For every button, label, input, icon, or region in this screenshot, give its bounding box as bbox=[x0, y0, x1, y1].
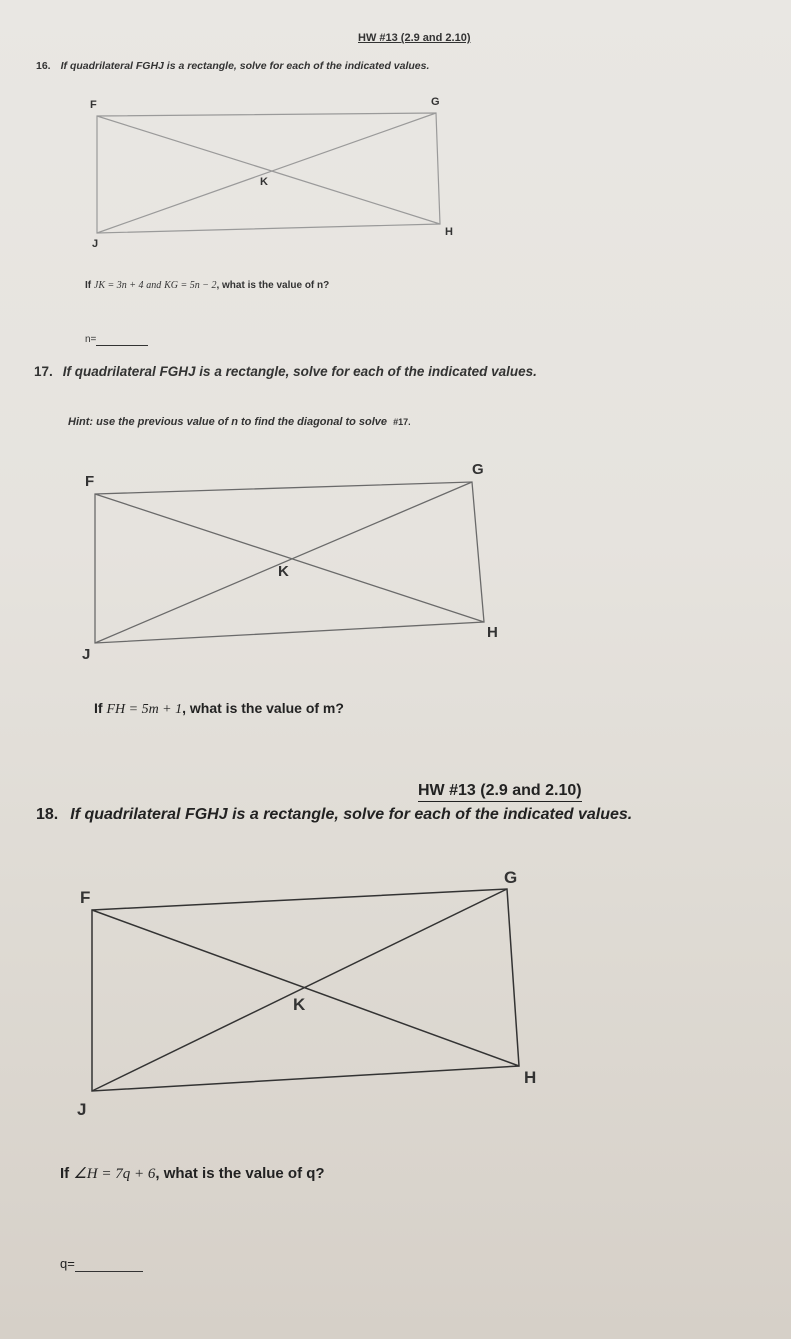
diagonal-16-FH bbox=[97, 116, 440, 224]
answer-18-line bbox=[60, 1256, 143, 1272]
answer-16-blank[interactable] bbox=[96, 334, 148, 346]
vertex-label-J-18: J bbox=[77, 1100, 87, 1119]
vertex-label-J-17: J bbox=[82, 646, 91, 663]
diagonal-17-FH bbox=[95, 494, 484, 622]
worksheet-title: HW #13 (2.9 and 2.10) bbox=[358, 32, 471, 44]
problem-17-hint: Hint: use the previous value of n to find the diagonal to solve #17. bbox=[68, 416, 411, 428]
given-expression-KG: KG = 5n − 2 bbox=[164, 280, 217, 291]
worksheet-title-2: HW #13 (2.9 and 2.10) bbox=[418, 782, 582, 802]
diagram-18 bbox=[92, 889, 519, 1091]
given-expression-JK: JK = 3n + 4 bbox=[93, 280, 144, 291]
diagram-17 bbox=[95, 482, 484, 643]
answer-16-label: n= bbox=[85, 334, 97, 345]
answer-16-line bbox=[85, 334, 148, 346]
problem-17-number: 17. bbox=[34, 364, 53, 379]
problem-17-text: If quadrilateral FGHJ is a rectangle, solve for each of the indicated values. bbox=[62, 364, 537, 379]
problem-18-given: If ∠H = 7q + 6, what is the value of q? bbox=[60, 1165, 325, 1182]
given-expression-angle-H: ∠H = 7q + 6 bbox=[73, 1166, 156, 1182]
vertex-label-F-16: F bbox=[90, 99, 97, 111]
problem-16-text: If quadrilateral FGHJ is a rectangle, solve for each of the indicated values. bbox=[60, 60, 430, 72]
vertex-label-G-18: G bbox=[504, 868, 518, 887]
problem-16-given: If JK = 3n + 4 and KG = 5n − 2, what is the value of n? bbox=[85, 280, 330, 291]
problem-17-prompt bbox=[34, 364, 537, 379]
diagram-16 bbox=[97, 113, 440, 233]
vertex-label-G-16: G bbox=[431, 96, 440, 108]
problem-16-number: 16. bbox=[36, 60, 51, 72]
problem-18-prompt bbox=[36, 806, 632, 824]
vertex-label-F-18: F bbox=[80, 888, 91, 907]
vertex-label-K-17: K bbox=[278, 563, 289, 580]
vertex-label-H-16: H bbox=[445, 226, 453, 238]
vertex-label-H-17: H bbox=[487, 624, 498, 641]
problem-18-number: 18. bbox=[36, 806, 59, 823]
answer-18-blank[interactable] bbox=[75, 1256, 143, 1272]
vertex-label-H-18: H bbox=[524, 1068, 537, 1087]
diagonal-16-JG bbox=[97, 113, 436, 233]
vertex-label-G-17: G bbox=[472, 461, 484, 478]
given-expression-FH: FH = 5m + 1 bbox=[106, 702, 183, 717]
vertex-label-F-17: F bbox=[85, 473, 95, 490]
rectangle-17 bbox=[95, 482, 484, 643]
rectangle-18 bbox=[92, 889, 519, 1091]
problem-17-given: If FH = 5m + 1, what is the value of m? bbox=[94, 700, 344, 717]
diagonal-18-FH bbox=[92, 910, 519, 1066]
vertex-label-K-16: K bbox=[260, 176, 268, 188]
vertex-label-K-18: K bbox=[293, 995, 306, 1014]
answer-18-label: q= bbox=[60, 1256, 75, 1271]
diagonal-18-JG bbox=[92, 889, 507, 1091]
vertex-label-J-16: J bbox=[92, 238, 99, 250]
problem-18-text: If quadrilateral FGHJ is a rectangle, solve for each of the indicated values. bbox=[70, 806, 633, 823]
